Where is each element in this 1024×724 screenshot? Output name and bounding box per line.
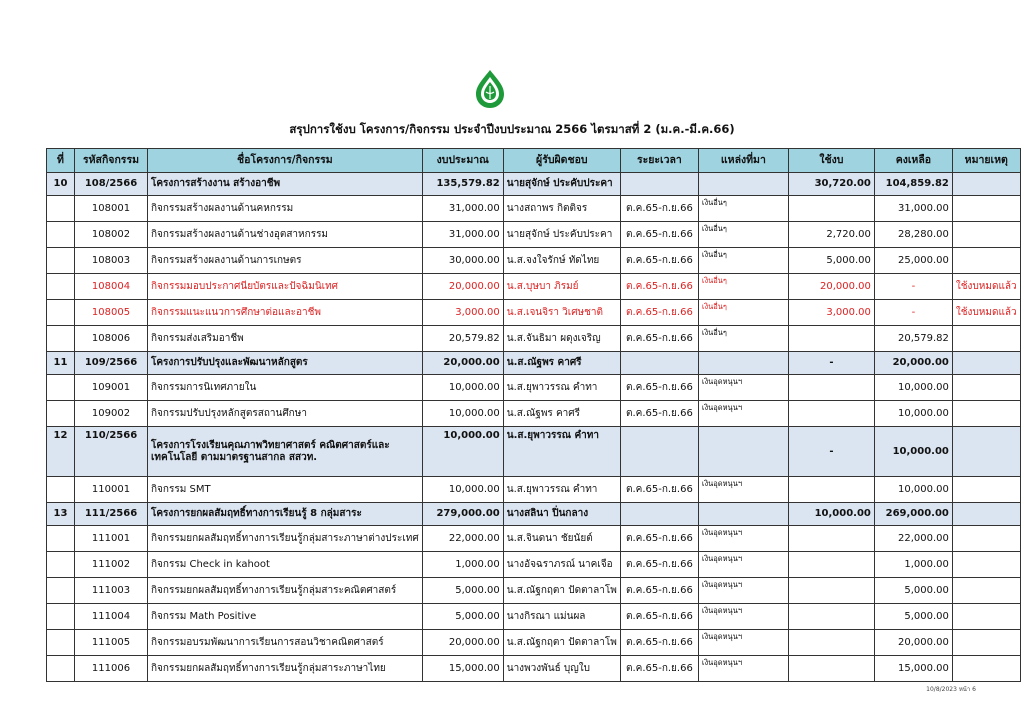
cell-name: กิจกรรมส่งเสริมอาชีพ: [148, 326, 423, 352]
cell-remain: 25,000.00: [874, 248, 952, 274]
cell-budget: 10,000.00: [422, 375, 503, 401]
cell-period: ต.ค.65-ก.ย.66: [620, 222, 698, 248]
cell-period: ต.ค.65-ก.ย.66: [620, 552, 698, 578]
cell-code: 111003: [75, 578, 148, 604]
cell-no: [47, 300, 75, 326]
cell-note: [952, 552, 1020, 578]
cell-used: 20,000.00: [788, 274, 874, 300]
cell-no: 11: [47, 352, 75, 375]
cell-source: เงินอื่นๆ: [698, 222, 788, 248]
cell-period: ต.ค.65-ก.ย.66: [620, 375, 698, 401]
cell-budget: 15,000.00: [422, 656, 503, 682]
cell-used: 3,000.00: [788, 300, 874, 326]
cell-source: [698, 427, 788, 477]
cell-remain: 5,000.00: [874, 604, 952, 630]
cell-name: กิจกรรมสร้างผลงานด้านช่างอุตสาหกรรม: [148, 222, 423, 248]
cell-budget: 135,579.82: [422, 173, 503, 196]
cell-source: เงินอื่นๆ: [698, 274, 788, 300]
cell-budget: 3,000.00: [422, 300, 503, 326]
cell-owner: น.ส.ณัฐกฤตา ปัดตาลาโพ: [503, 578, 620, 604]
cell-code: 108001: [75, 196, 148, 222]
cell-used: -: [788, 427, 874, 477]
cell-remain: 10,000.00: [874, 375, 952, 401]
cell-owner: น.ส.ณัฐกฤตา ปัดตาลาโพ: [503, 630, 620, 656]
cell-remain: 1,000.00: [874, 552, 952, 578]
cell-name: กิจกรรม SMT: [148, 477, 423, 503]
cell-note: [952, 375, 1020, 401]
cell-remain: 20,000.00: [874, 352, 952, 375]
cell-source: เงินอุดหนุนฯ: [698, 630, 788, 656]
cell-used: [788, 604, 874, 630]
cell-name: โครงการยกผลสัมฤทธิ์ทางการเรียนรู้ 8 กลุ่มสาระ: [148, 503, 423, 526]
cell-used: [788, 578, 874, 604]
cell-name: กิจกรรมยกผลสัมฤทธิ์ทางการเรียนรู้กลุ่มสาระคณิตศาสตร์: [148, 578, 423, 604]
cell-owner: นางสถาพร กิตติจร: [503, 196, 620, 222]
cell-remain: 10,000.00: [874, 477, 952, 503]
col-header-no: ที่: [47, 149, 75, 173]
cell-name: กิจกรรมยกผลสัมฤทธิ์ทางการเรียนรู้กลุ่มสาระภาษาต่างประเทศ: [148, 526, 423, 552]
cell-period: [620, 173, 698, 196]
project-row: [47, 352, 1021, 375]
cell-used: -: [788, 352, 874, 375]
cell-code: 111/2566: [75, 503, 148, 526]
activity-row: [47, 630, 1021, 656]
cell-period: ต.ค.65-ก.ย.66: [620, 656, 698, 682]
cell-name: กิจกรรมปรับปรุงหลักสูตรสถานศึกษา: [148, 401, 423, 427]
activity-row: [47, 578, 1021, 604]
cell-name: กิจกรรม Math Positive: [148, 604, 423, 630]
cell-code: 108002: [75, 222, 148, 248]
cell-used: [788, 326, 874, 352]
cell-period: ต.ค.65-ก.ย.66: [620, 326, 698, 352]
cell-period: [620, 352, 698, 375]
cell-budget: 20,579.82: [422, 326, 503, 352]
cell-owner: น.ส.เจนจิรา วิเศษชาติ: [503, 300, 620, 326]
cell-source: เงินอุดหนุนฯ: [698, 401, 788, 427]
cell-no: [47, 630, 75, 656]
cell-budget: 20,000.00: [422, 352, 503, 375]
cell-name: กิจกรรมอบรมพัฒนาการเรียนการสอนวิชาคณิตศาสตร์: [148, 630, 423, 656]
cell-source: เงินอุดหนุนฯ: [698, 578, 788, 604]
cell-note: ใช้งบหมดแล้ว: [952, 274, 1020, 300]
activity-row: [47, 274, 1021, 300]
cell-budget: 10,000.00: [422, 401, 503, 427]
cell-note: [952, 196, 1020, 222]
activity-row: [47, 604, 1021, 630]
cell-note: [952, 503, 1020, 526]
cell-remain: 20,000.00: [874, 630, 952, 656]
cell-no: [47, 526, 75, 552]
cell-name: กิจกรรมสร้างผลงานด้านการเกษตร: [148, 248, 423, 274]
cell-owner: น.ส.ณัฐพร คาศรี: [503, 401, 620, 427]
cell-source: เงินอื่นๆ: [698, 196, 788, 222]
cell-name: กิจกรรมแนะแนวการศึกษาต่อและอาชีพ: [148, 300, 423, 326]
cell-name: กิจกรรม Check in kahoot: [148, 552, 423, 578]
cell-no: [47, 477, 75, 503]
cell-note: [952, 477, 1020, 503]
cell-budget: 31,000.00: [422, 196, 503, 222]
cell-no: [47, 401, 75, 427]
cell-code: 110/2566: [75, 427, 148, 477]
cell-no: 10: [47, 173, 75, 196]
cell-source: [698, 352, 788, 375]
cell-code: 108004: [75, 274, 148, 300]
cell-used: [788, 401, 874, 427]
cell-source: เงินอุดหนุนฯ: [698, 375, 788, 401]
cell-source: เงินอื่นๆ: [698, 326, 788, 352]
cell-used: [788, 196, 874, 222]
col-header-budget: งบประมาณ: [422, 149, 503, 173]
cell-remain: 31,000.00: [874, 196, 952, 222]
activity-row: [47, 401, 1021, 427]
cell-period: ต.ค.65-ก.ย.66: [620, 526, 698, 552]
cell-period: ต.ค.65-ก.ย.66: [620, 477, 698, 503]
cell-remain: 10,000.00: [874, 401, 952, 427]
cell-code: 108003: [75, 248, 148, 274]
cell-owner: น.ส.บุษบา ภิรมย์: [503, 274, 620, 300]
activity-row: [47, 326, 1021, 352]
cell-used: 30,720.00: [788, 173, 874, 196]
school-logo-icon: [472, 68, 508, 110]
cell-budget: 5,000.00: [422, 604, 503, 630]
cell-no: [47, 604, 75, 630]
col-header-source: แหล่งที่มา: [698, 149, 788, 173]
cell-note: [952, 173, 1020, 196]
cell-no: [47, 552, 75, 578]
cell-no: [47, 274, 75, 300]
cell-code: 109/2566: [75, 352, 148, 375]
cell-code: 111004: [75, 604, 148, 630]
cell-note: [952, 401, 1020, 427]
cell-budget: 31,000.00: [422, 222, 503, 248]
cell-period: [620, 503, 698, 526]
cell-remain: -: [874, 300, 952, 326]
cell-no: 13: [47, 503, 75, 526]
cell-owner: น.ส.จงใจรักษ์ ทัดไทย: [503, 248, 620, 274]
cell-no: 12: [47, 427, 75, 477]
cell-name: โครงการสร้างงาน สร้างอาชีพ: [148, 173, 423, 196]
cell-owner: นางพวงพันธ์ บุญใบ: [503, 656, 620, 682]
cell-source: เงินอุดหนุนฯ: [698, 656, 788, 682]
cell-no: [47, 578, 75, 604]
cell-name: กิจกรรมการนิเทศภายใน: [148, 375, 423, 401]
cell-remain: 15,000.00: [874, 656, 952, 682]
cell-budget: 20,000.00: [422, 274, 503, 300]
cell-name: กิจกรรมมอบประกาศนียบัตรและปัจฉิมนิเทศ: [148, 274, 423, 300]
cell-budget: 279,000.00: [422, 503, 503, 526]
cell-budget: 5,000.00: [422, 578, 503, 604]
cell-period: ต.ค.65-ก.ย.66: [620, 630, 698, 656]
cell-note: [952, 248, 1020, 274]
cell-owner: นางอัจฉราภรณ์ นาคเจือ: [503, 552, 620, 578]
cell-owner: น.ส.ยุพาวรรณ คำทา: [503, 427, 620, 477]
cell-note: ใช้งบหมดแล้ว: [952, 300, 1020, 326]
cell-used: [788, 552, 874, 578]
activity-row: [47, 300, 1021, 326]
cell-code: 111005: [75, 630, 148, 656]
cell-code: 111002: [75, 552, 148, 578]
cell-owner: นายสุจักษ์ ประคับประคา: [503, 222, 620, 248]
cell-code: 109001: [75, 375, 148, 401]
cell-code: 110001: [75, 477, 148, 503]
cell-owner: น.ส.จินดนา ชัยนัยต์: [503, 526, 620, 552]
cell-source: เงินอุดหนุนฯ: [698, 552, 788, 578]
cell-no: [47, 196, 75, 222]
cell-code: 111006: [75, 656, 148, 682]
cell-used: [788, 656, 874, 682]
cell-remain: 20,579.82: [874, 326, 952, 352]
cell-budget: 22,000.00: [422, 526, 503, 552]
col-header-owner: ผู้รับผิดชอบ: [503, 149, 620, 173]
cell-remain: 269,000.00: [874, 503, 952, 526]
cell-note: [952, 604, 1020, 630]
col-header-period: ระยะเวลา: [620, 149, 698, 173]
cell-owner: น.ส.ยุพาวรรณ คำทา: [503, 477, 620, 503]
cell-remain: -: [874, 274, 952, 300]
cell-used: [788, 526, 874, 552]
table-body: [47, 173, 1021, 682]
cell-note: [952, 326, 1020, 352]
cell-used: [788, 630, 874, 656]
cell-period: ต.ค.65-ก.ย.66: [620, 274, 698, 300]
cell-note: [952, 630, 1020, 656]
table-header-row: [47, 149, 1021, 173]
activity-row: [47, 477, 1021, 503]
cell-period: ต.ค.65-ก.ย.66: [620, 578, 698, 604]
cell-used: [788, 477, 874, 503]
cell-note: [952, 427, 1020, 477]
budget-table: [46, 148, 1021, 682]
cell-budget: 10,000.00: [422, 427, 503, 477]
activity-row: [47, 526, 1021, 552]
cell-no: [47, 222, 75, 248]
project-row: [47, 503, 1021, 526]
cell-used: 2,720.00: [788, 222, 874, 248]
cell-no: [47, 375, 75, 401]
col-header-remain: คงเหลือ: [874, 149, 952, 173]
cell-note: [952, 352, 1020, 375]
cell-remain: 22,000.00: [874, 526, 952, 552]
cell-code: 109002: [75, 401, 148, 427]
cell-name: โครงการปรับปรุงและพัฒนาหลักสูตร: [148, 352, 423, 375]
cell-remain: 10,000.00: [874, 427, 952, 477]
cell-period: ต.ค.65-ก.ย.66: [620, 401, 698, 427]
cell-code: 111001: [75, 526, 148, 552]
cell-code: 108006: [75, 326, 148, 352]
cell-budget: 10,000.00: [422, 477, 503, 503]
cell-source: เงินอุดหนุนฯ: [698, 477, 788, 503]
cell-owner: นางสลินา ปิ่นกลาง: [503, 503, 620, 526]
cell-owner: นายสุจักษ์ ประคับประคา: [503, 173, 620, 196]
cell-source: เงินอื่นๆ: [698, 248, 788, 274]
activity-row: [47, 196, 1021, 222]
activity-row: [47, 552, 1021, 578]
cell-period: ต.ค.65-ก.ย.66: [620, 196, 698, 222]
cell-no: [47, 248, 75, 274]
activity-row: [47, 375, 1021, 401]
cell-no: [47, 326, 75, 352]
cell-period: ต.ค.65-ก.ย.66: [620, 248, 698, 274]
cell-owner: น.ส.ยุพาวรรณ คำทา: [503, 375, 620, 401]
cell-owner: น.ส.จันธิมา ผดุงเจริญ: [503, 326, 620, 352]
cell-source: [698, 173, 788, 196]
cell-source: เงินอุดหนุนฯ: [698, 526, 788, 552]
cell-period: ต.ค.65-ก.ย.66: [620, 300, 698, 326]
cell-used: 10,000.00: [788, 503, 874, 526]
cell-name: กิจกรรมยกผลสัมฤทธิ์ทางการเรียนรู้กลุ่มสาระภาษาไทย: [148, 656, 423, 682]
cell-used: [788, 375, 874, 401]
cell-remain: 104,859.82: [874, 173, 952, 196]
cell-remain: 5,000.00: [874, 578, 952, 604]
cell-name: โครงการโรงเรียนคุณภาพวิทยาศาสตร์ คณิตศาสตร์และเทคโนโลยี ตามมาตรฐานสากล สสวท.: [148, 427, 423, 477]
cell-note: [952, 656, 1020, 682]
cell-code: 108/2566: [75, 173, 148, 196]
col-header-code: รหัสกิจกรรม: [75, 149, 148, 173]
cell-note: [952, 526, 1020, 552]
activity-row: [47, 248, 1021, 274]
cell-name: กิจกรรมสร้างผลงานด้านคหกรรม: [148, 196, 423, 222]
cell-period: [620, 427, 698, 477]
cell-used: 5,000.00: [788, 248, 874, 274]
page-title: สรุปการใช้งบ โครงการ/กิจกรรม ประจำปีงบประมาณ 2566 ไตรมาสที่ 2 (ม.ค.-มี.ค.66): [289, 122, 735, 136]
project-row: [47, 427, 1021, 477]
cell-owner: น.ส.ณัฐพร คาศรี: [503, 352, 620, 375]
activity-row: [47, 222, 1021, 248]
cell-code: 108005: [75, 300, 148, 326]
cell-source: เงินอื่นๆ: [698, 300, 788, 326]
cell-period: ต.ค.65-ก.ย.66: [620, 604, 698, 630]
cell-source: [698, 503, 788, 526]
col-header-note: หมายเหตุ: [952, 149, 1020, 173]
cell-no: [47, 656, 75, 682]
cell-budget: 1,000.00: [422, 552, 503, 578]
cell-remain: 28,280.00: [874, 222, 952, 248]
cell-note: [952, 222, 1020, 248]
cell-note: [952, 578, 1020, 604]
project-row: [47, 173, 1021, 196]
col-header-used: ใช้งบ: [788, 149, 874, 173]
col-header-name: ชื่อโครงการ/กิจกรรม: [148, 149, 423, 173]
activity-row: [47, 656, 1021, 682]
cell-owner: นางกิรณา แม่นผล: [503, 604, 620, 630]
cell-budget: 20,000.00: [422, 630, 503, 656]
page-footer: 10/8/2023 หน้า 6: [926, 686, 976, 693]
cell-budget: 30,000.00: [422, 248, 503, 274]
cell-source: เงินอุดหนุนฯ: [698, 604, 788, 630]
